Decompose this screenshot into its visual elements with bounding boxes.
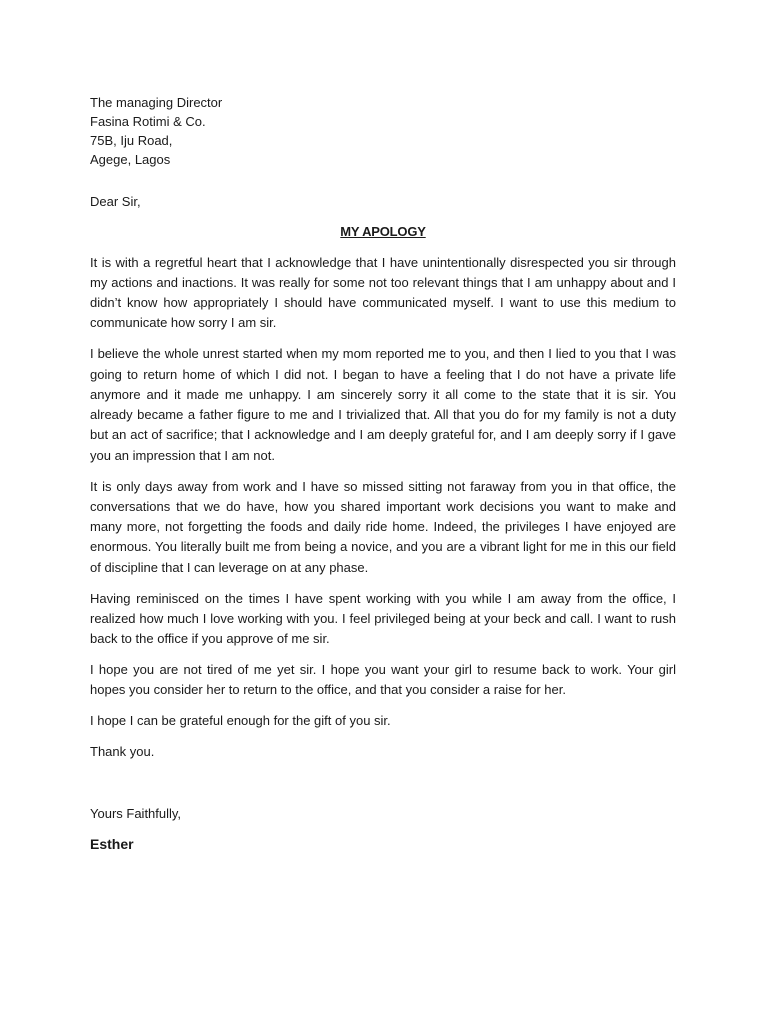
letter-page — [90, 93, 676, 855]
letter-body — [90, 253, 676, 763]
salutation: Dear Sir, — [90, 194, 141, 209]
recipient-address — [90, 93, 676, 169]
address-line-recipient-title: The managing Director — [90, 95, 223, 110]
closing-line: Yours Faithfully, — [90, 806, 182, 822]
address-line-company: Fasina Rotimi & Co. — [90, 114, 206, 129]
body-paragraph: It is with a regretful heart that I acknowledge that I have unintentionally disrespected you sir through my actions and inactions. It was really for some not too relevant things that I am unhappy about and I didn’t know how appropriately I should have communicated myself. I want to use this medium to communicate how sorry I am sir. — [90, 254, 676, 331]
body-paragraph: Thank you. — [90, 743, 155, 759]
letter-title: MY APOLOGY — [340, 224, 426, 240]
address-line-city: Agege, Lagos — [90, 152, 171, 167]
body-paragraph: I believe the whole unrest started when my mom reported me to you, and then I lied to you that I was going to return home of which I did not. I began to have a feeling that I do not have a private life anymore and it made me unhappy. I am sincerely sorry it all come to the state that it is sir. You already became a father figure to me and I trivialized that. All that you do for my family is not a duty but an act of sacrifice; that I acknowledge and I am deeply grateful for, and I am deeply sorry if I gave you an impression that I am not. — [90, 346, 676, 463]
address-line-street: 75B, Iju Road, — [90, 133, 173, 148]
body-paragraph: Having reminisced on the times I have spent working with you while I am away from the office, I realized how much I love working with you. I feel privileged being at your beck and call. I want to rush back to the office if you approve of me sir. — [90, 590, 676, 647]
body-paragraph: I hope I can be grateful enough for the gift of you sir. — [90, 713, 391, 729]
signature-name: Esther — [90, 836, 134, 853]
body-paragraph: I hope you are not tired of me yet sir. I hope you want your girl to resume back to work. Your girl hopes you consider her to return to the office, and that you consider a raise for her. — [90, 661, 676, 698]
body-paragraph: It is only days away from work and I have so missed sitting not faraway from you in that office, the conversations that we do have, how you shared important work decisions you want to make and many more, not forgetting the foods and daily ride home. Indeed, the privileges I have enjoyed are enormous. You literally built me from being a novice, and you are a vibrant light for me in this our field of discipline that I can leverage on at any phase. — [90, 478, 676, 575]
